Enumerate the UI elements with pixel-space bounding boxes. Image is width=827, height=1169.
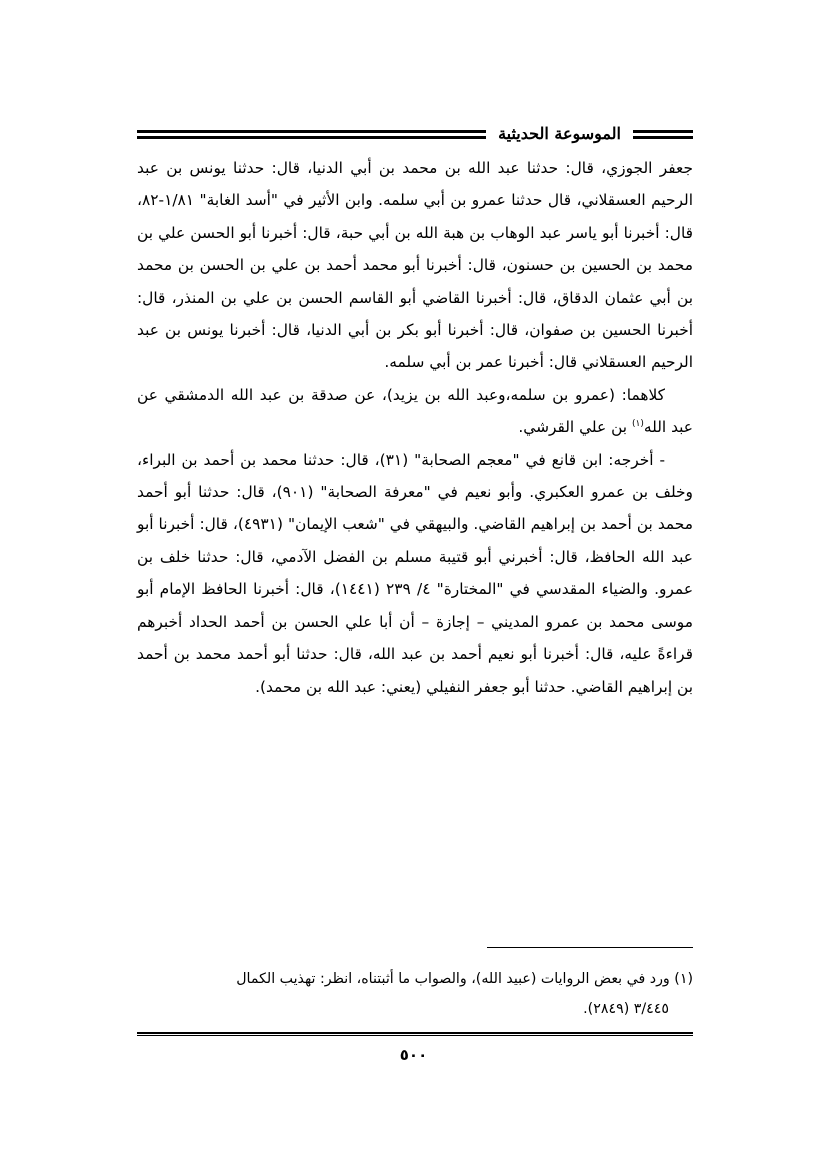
footnote-line: (١) ورد في بعض الروايات (عبيد الله)، والصواب ما أثبتناه، انظر: تهذيب الكمال bbox=[236, 971, 693, 987]
paragraph bbox=[137, 379, 693, 444]
footnote bbox=[137, 964, 693, 1024]
running-header bbox=[137, 121, 693, 147]
footnote-separator bbox=[487, 947, 693, 948]
main-text bbox=[137, 152, 693, 703]
paragraph-text: بن علي القرشي. bbox=[518, 418, 632, 437]
bottom-rule bbox=[137, 1032, 693, 1037]
paragraph: - أخرجه: ابن قانع في "معجم الصحابة" (٣١)، قال: حدثنا محمد بن أحمد بن البراء، وخلف بن عمرو العكبري. وأبو نعيم في "معرفة الصحابة" (٩٠١)، قال: حدثنا أبو أحمد محمد بن أحمد بن إبراهيم القاضي. والبيهقي في "شعب الإيمان" (٤٩٣١)، قال: أخبرنا أبو عبد الله الحافظ، قال: أخبرني أبو قتيبة مسلم بن الفضل الآدمي، قال: حدثنا خلف بن عمرو. والضياء المقدسي في "المختارة" ٤/ ٢٣٩ (١٤٤١)، قال: أخبرنا الحافظ الإمام أبو موسى محمد بن عمرو المديني – إجازة – أن أبا علي الحسن بن أحمد الحداد أخبرهم قراءةً عليه، قال: أخبرنا أبو نعيم أحمد بن عبد الله، قال: حدثنا أبو أحمد محمد بن أحمد بن إبراهيم القاضي. حدثنا أبو جعفر النفيلي (يعني: عبد الله بن محمد). bbox=[137, 450, 693, 696]
paragraph-text: كلاهما: (عمرو بن سلمه،وعبد الله بن يزيد)، عن صدقة بن عبد الله الدمشقي عن عبد الله bbox=[137, 385, 693, 437]
header-rule-right bbox=[633, 127, 693, 141]
paragraph: جعفر الجوزي، قال: حدثنا عبد الله بن محمد بن أبي الدنيا، قال: حدثنا يونس بن عبد الرحيم العسقلاني، قال حدثنا عمرو بن أبي سلمه. وابن الأثير في "أسد الغابة" ١/٨١-٨٢، قال: أخبرنا أبو ياسر عبد الوهاب بن هبة الله بن أبي حبة، قال: أخبرنا أبو الحسن علي بن محمد بن الحسين بن حسنون، قال: أخبرنا أبو محمد أحمد بن علي بن الحسن بن محمد بن أبي عثمان الدقاق، قال: أخبرنا القاضي أبو القاسم الحسن بن علي بن المنذر، قال: أخبرنا الحسين بن صفوان، قال: أخبرنا أبو بكر بن أبي الدنيا، قال: أخبرنا يونس بن عبد الرحيم العسقلاني قال: أخبرنا عمر بن أبي سلمه. bbox=[137, 159, 693, 372]
page-number: ٥٠٠ bbox=[399, 1046, 428, 1064]
header-rule-left bbox=[137, 127, 486, 141]
header-title: الموسوعة الحديثية bbox=[498, 124, 621, 143]
footnote-marker: (١) bbox=[632, 419, 644, 430]
footnote-line: ٣/٤٤٥ (٢٨٤٩). bbox=[583, 1001, 669, 1017]
